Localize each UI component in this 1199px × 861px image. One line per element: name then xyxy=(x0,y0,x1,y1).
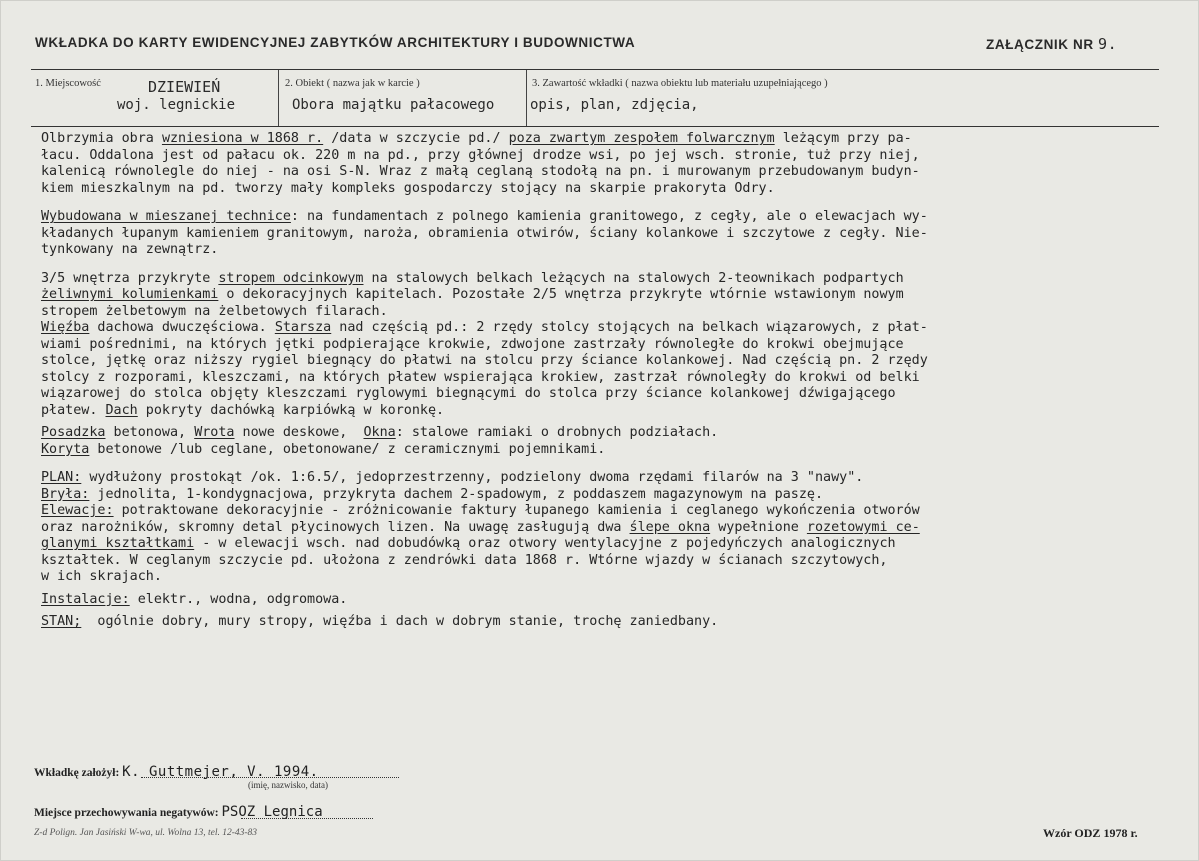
text-segment: : stalowe ramiaki o drobnych podziałach. xyxy=(395,425,719,440)
form-number: Wzór ODZ 1978 r. xyxy=(1043,826,1138,840)
underlined-term: Starsza xyxy=(274,320,332,335)
text-segment: ogólnie dobry, mury stropy, więźba i dach w dobrym stanie, trochę zaniedbany. xyxy=(81,614,719,629)
location-label: 1. Miejscowość xyxy=(35,78,101,89)
text-line xyxy=(41,181,1161,198)
text-segment: kształtek. W ceglanym szczycie pd. ułożona z zendrówki data 1868 r. Wtórne wjazdy w ścianach szczytowych, xyxy=(41,552,888,568)
underlined-term: glanymi kształtkami xyxy=(41,536,195,551)
card-title: WKŁADKA DO KARTY EWIDENCYJNEJ ZABYTKÓW ARCHITEKTURY I BUDOWNICTWA xyxy=(35,35,636,50)
text-line xyxy=(41,370,1161,387)
text-line xyxy=(41,242,1161,259)
underlined-term: wzniesiona w 1868 r. xyxy=(161,131,324,146)
text-line xyxy=(41,304,1161,321)
attachment-number-value: 9. xyxy=(1098,35,1118,53)
paragraph-plan xyxy=(41,470,1161,586)
paragraph-floor xyxy=(41,425,1161,458)
paragraph-installations xyxy=(41,592,1161,609)
text-segment: potraktowane dekoracyjnie - zróżnicowanie faktury łupanego kamienia i ceglanego wykończenia otworów xyxy=(113,503,920,518)
text-line xyxy=(41,470,1161,487)
paragraph-construction xyxy=(41,209,1161,259)
text-line xyxy=(41,131,1161,148)
underlined-term: Dach xyxy=(105,402,138,418)
underlined-term: stropem odcinkowym xyxy=(218,270,364,286)
underlined-term: Koryta xyxy=(41,441,90,457)
attachment-label: ZAŁĄCZNIK NR xyxy=(986,37,1094,52)
printer-imprint: Z-d Polign. Jan Jasiński W-wa, ul. Wolna 13, tel. 12-43-83 xyxy=(34,828,258,838)
text-segment: - w elewacji wsch. nad dobudówką oraz otwory wentylacyjne z pojedyńczych analogicznych xyxy=(194,536,896,551)
text-line xyxy=(41,209,1161,226)
underlined-term: Wrota xyxy=(194,425,235,440)
text-segment: kiem mieszkalnym na pd. tworzy mały kompleks gospodarczy stojący na skarpie prakoryta Odry. xyxy=(41,180,775,196)
created-by-value: K. Guttmejer, V. 1994. xyxy=(122,764,319,780)
text-segment: kalenicą równolegle do niej - na osi S-N. Wraz z małą ceglaną stodołą na pn. i murowanym przebudowanym budyn- xyxy=(41,164,920,179)
created-by-label: Wkładkę założył: xyxy=(34,767,120,779)
text-line xyxy=(41,337,1161,354)
text-line xyxy=(41,592,1161,609)
text-line xyxy=(41,442,1161,459)
text-segment: wiązarowej do stolca objęty kleszczami ryglowymi biegnącymi do stolca przy ściance kolankowej dźwigającego xyxy=(41,386,896,401)
text-segment: stolcy z rozporami, kleszczami, na których płatew wspierająca krokiew, zastrzał równoległy do krokwi od belki xyxy=(41,369,920,385)
text-segment: stolce, jętkę oraz niższy rygiel biegnący do płatwi na stolcu przy ściance kolankowej. Nad częścią pn. 2 rzędy xyxy=(41,353,928,368)
text-segment: w ich skrajach. xyxy=(41,569,162,584)
text-segment: nowe deskowe, xyxy=(234,425,364,440)
text-line xyxy=(41,503,1161,520)
text-segment: /data w szczycie pd./ xyxy=(323,131,509,146)
paragraph-interior xyxy=(41,271,1161,420)
created-by-line xyxy=(141,777,399,778)
text-segment: wiami pośrednimi, na których jętki podpierające krokwie, zdwojone zastrzały równoległe do krokwi obejmujące xyxy=(41,336,904,352)
text-line xyxy=(41,487,1161,504)
text-segment: wypełnione xyxy=(710,519,807,535)
underlined-term: żeliwnymi kolumienkami xyxy=(41,287,219,302)
text-line xyxy=(41,425,1161,442)
text-line xyxy=(41,148,1161,165)
text-segment: łacu. Oddalona jest od pałacu ok. 220 m na pd., przy głównej drodze wsi, po jej wsch. stronie, tuż przy niej, xyxy=(41,147,920,163)
text-line xyxy=(41,553,1161,570)
text-segment: 3/5 wnętrza przykryte xyxy=(41,270,219,286)
content-label: 3. Zawartość wkładki ( nazwa obiektu lub materiału uzupełniającego ) xyxy=(532,78,828,89)
object-field xyxy=(278,70,526,126)
voivodeship-value: woj. legnickie xyxy=(117,97,236,113)
text-segment: elektr., wodna, odgromowa. xyxy=(129,591,348,607)
text-line xyxy=(41,614,1161,631)
text-segment: tynkowany na zewnątrz. xyxy=(41,242,219,257)
underlined-term: rozetowymi ce- xyxy=(806,519,920,535)
text-segment: betonowe /lub ceglane, obetonowane/ z ceramicznymi pojemnikami. xyxy=(89,441,606,457)
text-segment: pokryty dachówką karpiówką w koronkę. xyxy=(137,402,445,418)
content-value: opis, plan, zdjęcia, xyxy=(530,97,699,113)
underlined-term: Elewacje: xyxy=(41,503,114,518)
text-segment: Olbrzymia obra xyxy=(41,131,162,146)
text-segment: o dekoracyjnych kapitelach. Pozostałe 2/5 wnętrza przykryte wtórnie wstawionym nowym xyxy=(218,287,904,302)
text-segment: nad częścią pd.: 2 rzędy stolcy stojących na belkach wiązarowych, z płat- xyxy=(331,320,928,335)
text-line xyxy=(41,403,1161,420)
attachment-number xyxy=(986,35,1117,53)
negatives-label: Miejsce przechowywania negatywów: xyxy=(34,807,219,819)
underlined-term: Okna xyxy=(363,425,396,440)
underlined-term: PLAN: xyxy=(41,470,82,485)
paragraph-location xyxy=(41,131,1161,197)
text-line xyxy=(41,271,1161,288)
underlined-term: Więźba xyxy=(41,320,90,335)
underlined-term: ślepe okna xyxy=(629,519,711,535)
text-line xyxy=(41,353,1161,370)
text-segment: wydłużony prostokąt /ok. 1:6.5/, jedoprzestrzenny, podzielony dwoma rzędami filarów na 3 "nawy". xyxy=(81,470,864,485)
location-field xyxy=(31,70,277,126)
underlined-term: Instalacje: xyxy=(41,591,130,607)
text-segment: stropem żelbetowym na żelbetowych filarach. xyxy=(41,303,388,319)
text-segment: dachowa dwuczęściowa. xyxy=(89,320,275,335)
text-line xyxy=(41,320,1161,337)
underlined-term: Posadzka xyxy=(41,425,106,440)
text-line xyxy=(41,287,1161,304)
content-field xyxy=(526,70,1157,126)
text-line xyxy=(41,386,1161,403)
text-line xyxy=(41,226,1161,243)
text-segment: oraz narożników, skromny detal płycinowych lizen. Na uwagę zasługują dwa xyxy=(41,519,630,535)
negatives-value: PSOZ Legnica xyxy=(221,804,323,820)
underlined-term: Wybudowana w mieszanej technice xyxy=(41,209,291,224)
text-segment: betonowa, xyxy=(105,425,195,440)
underlined-term: STAN; xyxy=(41,614,82,629)
text-segment: na stalowych belkach leżących na stalowych 2-teownikach podpartych xyxy=(363,270,904,286)
text-segment: kładanych łupanym kamieniem granitowym, naroża, obramienia otwirów, ściany kolankowe i szczytowe z cegły. Nie- xyxy=(41,225,928,241)
underlined-term: Bryła: xyxy=(41,486,90,502)
text-line xyxy=(41,536,1161,553)
header-fields xyxy=(31,69,1159,127)
underlined-term: poza zwartym zespołem folwarcznym xyxy=(508,131,775,146)
description-body xyxy=(41,131,1161,631)
text-segment: jednolita, 1-kondygnacjowa, przykryta dachem 2-spadowym, z poddaszem magazynowym na paszę. xyxy=(89,486,824,502)
text-segment: płatew. xyxy=(41,402,106,418)
text-line xyxy=(41,569,1161,586)
object-label: 2. Obiekt ( nazwa jak w karcie ) xyxy=(285,78,420,89)
created-by-hint: (imię, nazwisko, data) xyxy=(248,780,328,790)
location-value: DZIEWIEŃ xyxy=(148,78,221,96)
paragraph-condition xyxy=(41,614,1161,631)
text-line xyxy=(41,164,1161,181)
text-segment: leżącym przy pa- xyxy=(774,131,912,146)
object-value: Obora majątku pałacowego xyxy=(292,97,495,113)
text-segment: : na fundamentach z polnego kamienia granitowego, z cegły, ale o elewacjach wy- xyxy=(290,209,928,224)
text-line xyxy=(41,520,1161,537)
negatives-line xyxy=(241,818,373,819)
